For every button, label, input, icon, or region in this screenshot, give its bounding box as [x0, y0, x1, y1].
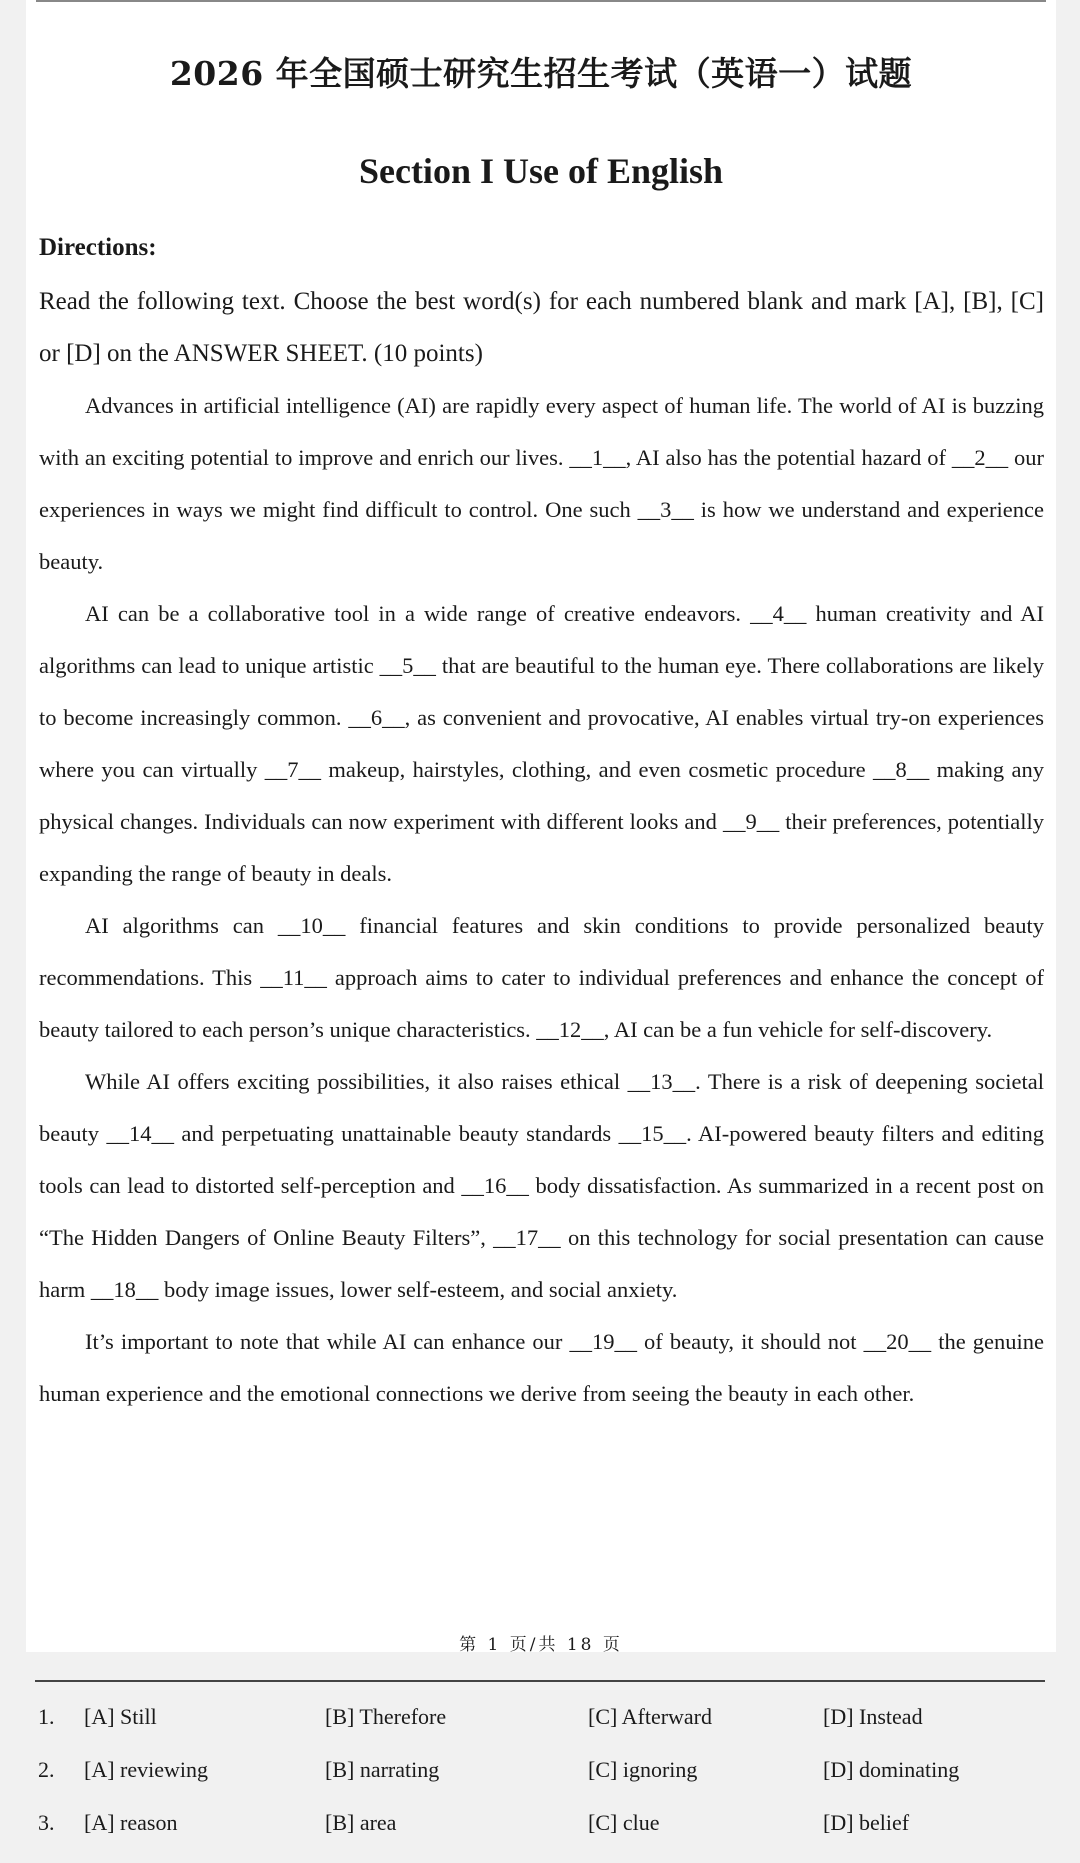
- passage-paragraph-2: AI can be a collaborative tool in a wide range of creative endeavors. __4__ human creativity and AI algorithms can lead to unique artistic __5__ that are beautiful to the human eye. There collaborations are likely to become increasingly common. __6__, as convenient and provocative, AI enables virtual try-on experiences where you can virtually __7__ makeup, hairstyles, clothing, and even cosmetic procedure __8__ making any physical changes. Individuals can now experiment with different looks and __9__ their preferences, potentially expanding the range of beauty in deals.: [39, 601, 1044, 886]
- bottom-divider: [35, 1680, 1045, 1682]
- option-a: [A] reason: [84, 1810, 178, 1835]
- option-row: [38, 1704, 1038, 1757]
- option-d: [D] belief: [823, 1810, 910, 1835]
- passage-paragraph-5: It’s important to note that while AI can enhance our __19__ of beauty, it should not __20__ the genuine human experience and the emotional connections we derive from seeing the beauty in each other.: [39, 1329, 1044, 1406]
- page-number: 第 1 页/共 18 页: [459, 1635, 623, 1655]
- passage-paragraph-1: Advances in artificial intelligence (AI) are rapidly every aspect of human life. The world of AI is buzzing with an exciting potential to improve and enrich our lives. __1__, AI also has the potential hazard of __2__ our experiences in ways we might find difficult to control. One such __3__ is how we understand and experience beauty.: [39, 393, 1044, 574]
- option-a: [A] reviewing: [84, 1757, 209, 1782]
- question-number: 3.: [38, 1810, 55, 1835]
- section-title: Section I Use of English: [358, 151, 724, 191]
- directions-label: Directions:: [39, 234, 157, 261]
- option-c: [C] ignoring: [588, 1757, 698, 1782]
- option-b: [B] area: [325, 1810, 397, 1835]
- option-row: [38, 1757, 1038, 1810]
- directions-text: Read the following text. Choose the best word(s) for each numbered blank and mark [A], [B], [C] or [D] on the ANSWER SHEET. (10 points): [39, 288, 1044, 367]
- option-a: [A] Still: [84, 1704, 157, 1729]
- question-number: 2.: [38, 1757, 55, 1782]
- option-d: [D] Instead: [823, 1704, 923, 1729]
- answer-options: [38, 1704, 1038, 1863]
- passage-paragraph-3: AI algorithms can __10__ financial features and skin conditions to provide personalized beauty recommendations. This __11__ approach aims to cater to individual preferences and enhance the concept of beauty tailored to each person’s unique characteristics. __12__, AI can be a fun vehicle for self-discovery.: [39, 913, 1044, 1042]
- option-d: [D] dominating: [823, 1757, 960, 1782]
- question-number: 1.: [38, 1704, 55, 1729]
- passage-paragraph-4: While AI offers exciting possibilities, it also raises ethical __13__. There is a risk of deepening societal beauty __14__ and perpetuating unattainable beauty standards __15__. AI-powered beauty filters and editing tools can lead to distorted self-perception and __16__ body dissatisfaction. As summarized in a recent post on “The Hidden Dangers of Online Beauty Filters”, __17__ on this technology for social presentation can cause harm __18__ body image issues, lower self-esteem, and social anxiety.: [39, 1069, 1044, 1302]
- exam-title: 2026 年全国硕士研究生招生考试（英语一）试题: [169, 54, 913, 93]
- exam-page: [26, 0, 1056, 1655]
- option-b: [B] narrating: [325, 1757, 440, 1782]
- option-b: [B] Therefore: [325, 1704, 447, 1729]
- option-row: [38, 1810, 1038, 1863]
- option-c: [C] clue: [588, 1810, 660, 1835]
- passage: [39, 380, 1044, 1420]
- option-c: [C] Afterward: [588, 1704, 713, 1729]
- top-divider: [36, 0, 1046, 2]
